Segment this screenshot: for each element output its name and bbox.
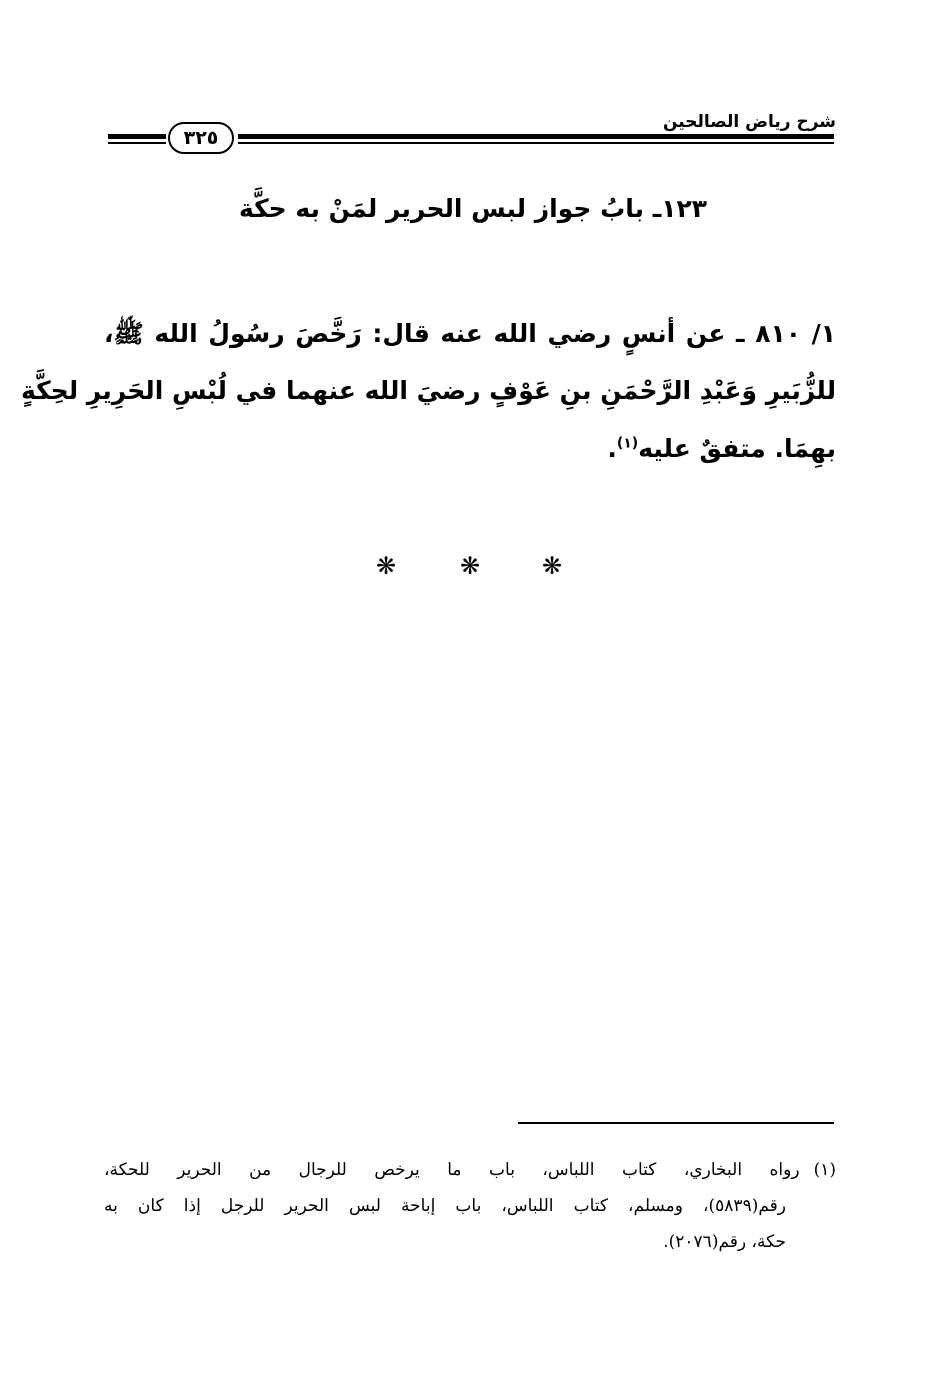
hadith-line-1: ١/ ٨١٠ ـ عن أنسٍ رضي الله عنه قال: رَخَّصَ رسُولُ الله ﷺ،: [104, 319, 837, 348]
header-rule-left-thick: [108, 134, 166, 139]
separator-star-icon: ❋: [460, 552, 481, 580]
hadith-line-3-text: بهِمَا. متفقٌ عليه: [638, 434, 836, 463]
separator-star-icon: ❋: [376, 552, 397, 580]
chapter-title: ١٢٣ـ بابُ جواز لبس الحرير لمَنْ به حكَّة: [238, 194, 708, 223]
running-header-title: شرح رياض الصالحين: [662, 112, 836, 132]
hadith-line-3-end: .: [607, 434, 617, 463]
footnote-reference: (١): [616, 435, 639, 452]
section-separator: [0, 552, 946, 582]
footnote-line-2: رقم(٥٨٣٩)، ومسلم، كتاب اللباس، باب إباحة لبس الحرير للرجل إذا كان به: [104, 1196, 786, 1216]
footnote-line-1: [104, 1160, 836, 1180]
header-rule-left-thin: [108, 142, 166, 144]
footnote-marker: (١): [813, 1160, 836, 1180]
header-rule-thin: [238, 142, 834, 144]
separator-star-icon: ❋: [542, 552, 563, 580]
footnote-line-3: حكة، رقم(٢٠٧٦).: [663, 1232, 786, 1252]
header-rule-thick: [238, 134, 834, 139]
hadith-line-3: [104, 434, 836, 463]
hadith-line-2: للزُّبَيرِ وَعَبْدِ الرَّحْمَنِ بنِ عَوْفٍ رضيَ الله عنهما في لُبْسِ الحَرِيرِ لحِكَّةٍ: [20, 376, 836, 405]
footnote-line-1-text: رواه البخاري، كتاب اللباس، باب ما يرخص للرجال من الحرير للحكة،: [104, 1160, 800, 1180]
footnote-rule: [518, 1122, 834, 1124]
page-number: ٣٢٥: [168, 122, 234, 154]
